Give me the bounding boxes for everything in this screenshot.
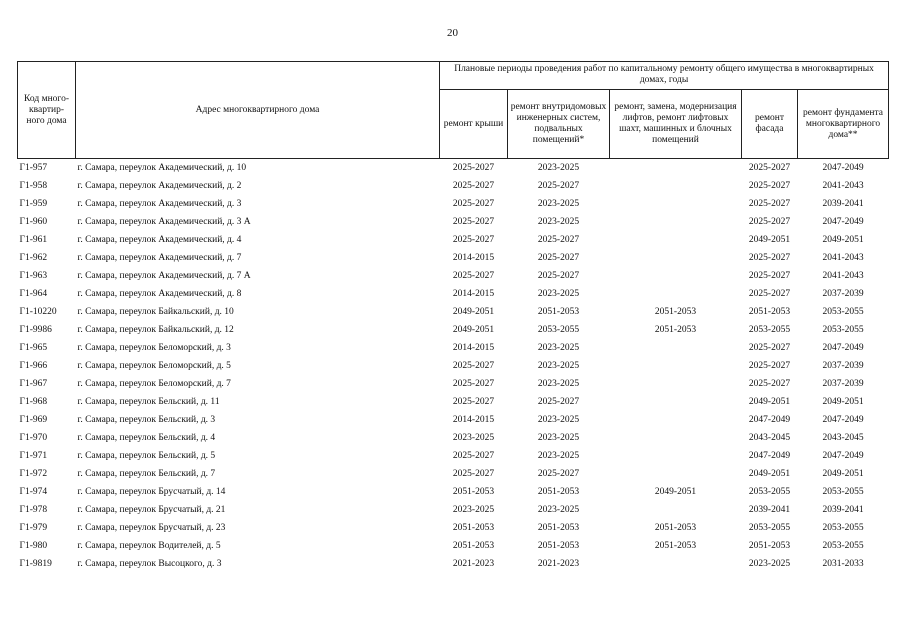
cell-code: Г1-978 [19, 505, 48, 515]
cell-foundation: 2039-2041 [822, 505, 864, 515]
cell-systems: 2025-2027 [537, 397, 580, 407]
cell-code: Г1-9819 [19, 559, 52, 569]
cell-roof: 2025-2027 [452, 379, 495, 389]
cell-roof: 2051-2053 [452, 487, 495, 497]
cell-lifts [610, 447, 742, 465]
table-row [18, 267, 889, 285]
cell-foundation: 2047-2049 [822, 163, 864, 173]
table-row [18, 483, 889, 501]
cell-lifts [610, 357, 742, 375]
cell-lifts [610, 195, 742, 213]
cell-lifts [610, 177, 742, 195]
header-systems: ремонт внутридомовых инженерных систем, подвальных помещений* [508, 90, 610, 159]
cell-roof: 2025-2027 [452, 361, 495, 371]
cell-code: Г1-966 [19, 361, 48, 371]
cell-facade: 2025-2027 [748, 271, 791, 281]
table-row [18, 393, 889, 411]
cell-code: Г1-963 [19, 271, 48, 281]
cell-code: Г1-962 [19, 253, 48, 263]
cell-address: г. Самара, переулок Академический, д. 3 [77, 199, 242, 209]
cell-foundation: 2047-2049 [822, 451, 864, 461]
cell-lifts [610, 213, 742, 231]
cell-code: Г1-969 [19, 415, 48, 425]
cell-roof: 2025-2027 [452, 469, 495, 479]
cell-facade: 2025-2027 [748, 379, 791, 389]
cell-roof: 2023-2025 [452, 433, 495, 443]
cell-systems: 2023-2025 [537, 505, 580, 515]
cell-roof: 2025-2027 [452, 271, 495, 281]
cell-facade: 2051-2053 [748, 541, 791, 551]
cell-address: г. Самара, переулок Бельский, д. 7 [77, 469, 216, 479]
cell-facade: 2053-2055 [748, 487, 791, 497]
cell-lifts [610, 411, 742, 429]
table-row [18, 159, 889, 178]
cell-address: г. Самара, переулок Брусчатый, д. 21 [77, 505, 226, 515]
cell-facade: 2023-2025 [748, 559, 791, 569]
cell-systems: 2023-2025 [537, 217, 580, 227]
cell-systems: 2053-2055 [537, 325, 580, 335]
cell-roof: 2051-2053 [452, 523, 495, 533]
cell-facade: 2053-2055 [748, 523, 791, 533]
page-number: 20 [447, 27, 458, 39]
cell-code: Г1-971 [19, 451, 48, 461]
cell-roof: 2049-2051 [452, 325, 495, 335]
cell-facade: 2049-2051 [748, 469, 791, 479]
cell-address: г. Самара, переулок Академический, д. 10 [77, 163, 247, 173]
cell-systems: 2023-2025 [537, 415, 580, 425]
cell-systems: 2023-2025 [537, 361, 580, 371]
cell-lifts: 2051-2053 [654, 523, 697, 533]
cell-roof: 2023-2025 [452, 505, 495, 515]
cell-lifts: 2051-2053 [654, 541, 697, 551]
cell-facade: 2025-2027 [748, 217, 791, 227]
cell-systems: 2021-2023 [537, 559, 580, 569]
cell-roof: 2051-2053 [452, 541, 495, 551]
cell-systems: 2023-2025 [537, 433, 580, 443]
cell-code: Г1-961 [19, 235, 48, 245]
cell-foundation: 2039-2041 [822, 199, 864, 209]
table-row [18, 519, 889, 537]
cell-facade: 2051-2053 [748, 307, 791, 317]
cell-facade: 2043-2045 [748, 433, 791, 443]
cell-systems: 2051-2053 [537, 487, 580, 497]
table-row [18, 429, 889, 447]
table-row [18, 285, 889, 303]
cell-systems: 2023-2025 [537, 343, 580, 353]
cell-address: г. Самара, переулок Байкальский, д. 10 [77, 307, 234, 317]
header-code: Код много-квартир-ного дома [18, 62, 76, 159]
cell-systems: 2023-2025 [537, 163, 580, 173]
cell-lifts [610, 465, 742, 483]
cell-lifts: 2051-2053 [654, 307, 697, 317]
table-row [18, 195, 889, 213]
cell-systems: 2023-2025 [537, 289, 580, 299]
cell-facade: 2025-2027 [748, 253, 791, 263]
cell-code: Г1-959 [19, 199, 48, 209]
cell-code: Г1-964 [19, 289, 48, 299]
cell-code: Г1-957 [19, 163, 48, 173]
cell-address: г. Самара, переулок Байкальский, д. 12 [77, 325, 234, 335]
cell-facade: 2039-2041 [748, 505, 791, 515]
cell-code: Г1-10220 [19, 307, 57, 317]
cell-address: г. Самара, переулок Академический, д. 3 А [77, 217, 251, 227]
table-row [18, 357, 889, 375]
cell-foundation: 2037-2039 [822, 379, 864, 389]
header-facade: ремонт фасада [742, 90, 798, 159]
cell-address: г. Самара, переулок Академический, д. 4 [77, 235, 242, 245]
cell-roof: 2025-2027 [452, 397, 495, 407]
cell-lifts [610, 249, 742, 267]
table-row [18, 213, 889, 231]
cell-lifts [610, 375, 742, 393]
cell-roof: 2025-2027 [452, 181, 495, 191]
table-row [18, 321, 889, 339]
cell-roof: 2025-2027 [452, 235, 495, 245]
cell-address: г. Самара, переулок Бельский, д. 11 [77, 397, 220, 407]
cell-address: г. Самара, переулок Академический, д. 7 А [77, 271, 251, 281]
cell-foundation: 2047-2049 [822, 217, 864, 227]
cell-roof: 2014-2015 [452, 415, 495, 425]
cell-foundation: 2041-2043 [822, 271, 864, 281]
table-row [18, 501, 889, 519]
cell-code: Г1-968 [19, 397, 48, 407]
cell-systems: 2025-2027 [537, 253, 580, 263]
cell-facade: 2025-2027 [748, 181, 791, 191]
cell-lifts [610, 429, 742, 447]
cell-roof: 2025-2027 [452, 163, 495, 173]
cell-code: Г1-965 [19, 343, 48, 353]
cell-facade: 2047-2049 [748, 451, 791, 461]
cell-roof: 2014-2015 [452, 343, 495, 353]
cell-address: г. Самара, переулок Академический, д. 8 [77, 289, 242, 299]
cell-foundation: 2049-2051 [822, 397, 864, 407]
cell-facade: 2025-2027 [748, 199, 791, 209]
cell-systems: 2051-2053 [537, 523, 580, 533]
cell-address: г. Самара, переулок Брусчатый, д. 23 [77, 523, 226, 533]
cell-foundation: 2043-2045 [822, 433, 864, 443]
header-planned-periods: Плановые периоды проведения работ по капитальному ремонту общего имущества в многоквартирных домах, годы [440, 62, 889, 90]
cell-lifts [610, 267, 742, 285]
table-body [18, 159, 889, 574]
cell-code: Г1-980 [19, 541, 48, 551]
cell-code: Г1-972 [19, 469, 48, 479]
cell-address: г. Самара, переулок Академический, д. 7 [77, 253, 242, 263]
cell-systems: 2023-2025 [537, 199, 580, 209]
cell-roof: 2025-2027 [452, 199, 495, 209]
cell-facade: 2049-2051 [748, 235, 791, 245]
cell-facade: 2047-2049 [748, 415, 791, 425]
cell-lifts [610, 555, 742, 573]
cell-address: г. Самара, переулок Беломорский, д. 7 [77, 379, 231, 389]
cell-code: Г1-970 [19, 433, 48, 443]
table-row [18, 303, 889, 321]
header-address: Адрес многоквартирного дома [76, 62, 440, 159]
cell-code: Г1-9986 [19, 325, 52, 335]
cell-address: г. Самара, переулок Водителей, д. 5 [77, 541, 221, 551]
cell-systems: 2025-2027 [537, 271, 580, 281]
table-row [18, 375, 889, 393]
header-foundation: ремонт фундамента многоквартирного дома** [798, 90, 889, 159]
cell-address: г. Самара, переулок Бельский, д. 5 [77, 451, 216, 461]
cell-lifts [610, 501, 742, 519]
cell-roof: 2025-2027 [452, 451, 495, 461]
cell-systems: 2025-2027 [537, 235, 580, 245]
cell-foundation: 2047-2049 [822, 343, 864, 353]
cell-foundation: 2053-2055 [822, 487, 864, 497]
cell-code: Г1-974 [19, 487, 48, 497]
cell-foundation: 2037-2039 [822, 289, 864, 299]
cell-facade: 2049-2051 [748, 397, 791, 407]
cell-facade: 2053-2055 [748, 325, 791, 335]
cell-address: г. Самара, переулок Академический, д. 2 [77, 181, 242, 191]
cell-code: Г1-960 [19, 217, 48, 227]
cell-foundation: 2053-2055 [822, 307, 864, 317]
table-row [18, 177, 889, 195]
table-row [18, 537, 889, 555]
table-row [18, 465, 889, 483]
cell-address: г. Самара, переулок Беломорский, д. 5 [77, 361, 231, 371]
cell-systems: 2025-2027 [537, 181, 580, 191]
cell-foundation: 2049-2051 [822, 469, 864, 479]
cell-foundation: 2049-2051 [822, 235, 864, 245]
cell-lifts: 2051-2053 [654, 325, 697, 335]
table-row [18, 231, 889, 249]
cell-facade: 2025-2027 [748, 361, 791, 371]
cell-foundation: 2047-2049 [822, 415, 864, 425]
cell-roof: 2049-2051 [452, 307, 495, 317]
cell-lifts [610, 159, 742, 178]
cell-facade: 2025-2027 [748, 289, 791, 299]
cell-code: Г1-967 [19, 379, 48, 389]
cell-address: г. Самара, переулок Беломорский, д. 3 [77, 343, 231, 353]
cell-roof: 2025-2027 [452, 217, 495, 227]
cell-code: Г1-958 [19, 181, 48, 191]
cell-facade: 2025-2027 [748, 163, 791, 173]
repair-schedule-table [17, 61, 889, 573]
cell-address: г. Самара, переулок Брусчатый, д. 14 [77, 487, 226, 497]
header-roof: ремонт крыши [440, 90, 508, 159]
cell-foundation: 2031-2033 [822, 559, 864, 569]
cell-roof: 2014-2015 [452, 289, 495, 299]
cell-address: г. Самара, переулок Бельский, д. 4 [77, 433, 216, 443]
cell-address: г. Самара, переулок Бельский, д. 3 [77, 415, 216, 425]
cell-roof: 2014-2015 [452, 253, 495, 263]
table-row [18, 411, 889, 429]
cell-code: Г1-979 [19, 523, 48, 533]
cell-systems: 2023-2025 [537, 451, 580, 461]
header-lifts: ремонт, замена, модернизация лифтов, ремонт лифтовых шахт, машинных и блочных помещений [610, 90, 742, 159]
table-row [18, 447, 889, 465]
cell-foundation: 2053-2055 [822, 541, 864, 551]
cell-roof: 2021-2023 [452, 559, 495, 569]
table-row [18, 339, 889, 357]
table-row [18, 249, 889, 267]
cell-lifts [610, 285, 742, 303]
cell-lifts: 2049-2051 [654, 487, 697, 497]
table-row [18, 555, 889, 573]
cell-foundation: 2053-2055 [822, 325, 864, 335]
cell-foundation: 2053-2055 [822, 523, 864, 533]
cell-foundation: 2041-2043 [822, 181, 864, 191]
cell-foundation: 2041-2043 [822, 253, 864, 263]
cell-lifts [610, 231, 742, 249]
cell-address: г. Самара, переулок Высоцкого, д. 3 [77, 559, 222, 569]
cell-lifts [610, 393, 742, 411]
cell-lifts [610, 339, 742, 357]
cell-systems: 2051-2053 [537, 541, 580, 551]
cell-systems: 2051-2053 [537, 307, 580, 317]
cell-systems: 2025-2027 [537, 469, 580, 479]
cell-facade: 2025-2027 [748, 343, 791, 353]
cell-foundation: 2037-2039 [822, 361, 864, 371]
cell-systems: 2023-2025 [537, 379, 580, 389]
